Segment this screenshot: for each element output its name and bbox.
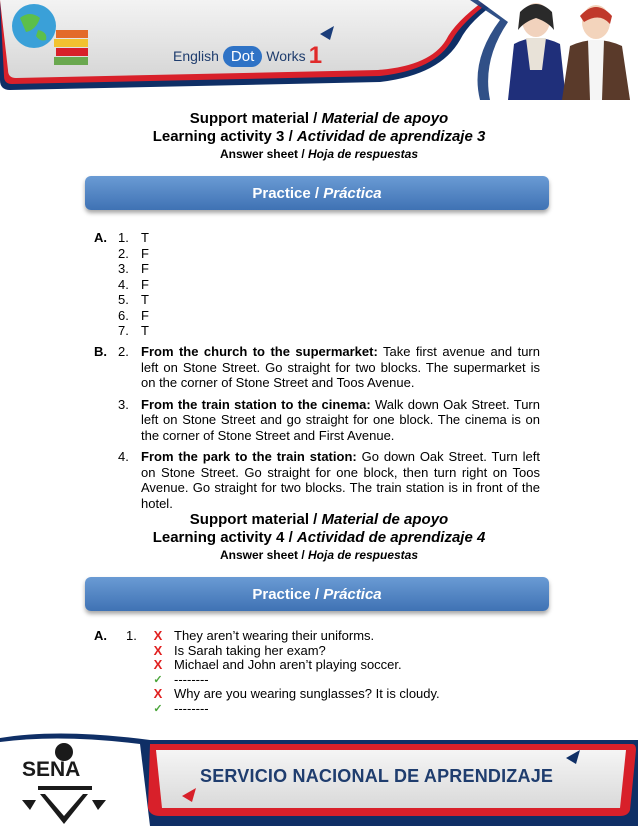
books-icon (56, 30, 88, 38)
section1-title-line2 (0, 128, 638, 146)
list-item (94, 261, 149, 277)
wrong-mark-icon: X (153, 686, 163, 701)
practice-header-2 (85, 577, 549, 611)
activity-text: Learning activity 3 / (152, 128, 297, 145)
route-directions: Go down Oak Street. Turn left on Stone Street. Go straight for one block, then turn right on Toos Avenue. Go straight for two blocks. The train station is in front of the hotel. (141, 449, 540, 511)
header-banner (0, 0, 638, 100)
item-number: 3. (118, 396, 129, 412)
part-label: A. (94, 628, 107, 643)
section2-title (0, 511, 638, 563)
item-number: 2. (118, 245, 129, 261)
list-item (94, 246, 149, 262)
brand-number: 1 (308, 42, 323, 69)
title-text-spanish: Material de apoyo (321, 110, 449, 127)
list-item (94, 397, 540, 444)
section2-part-a (94, 629, 440, 716)
item-answer: T (141, 230, 149, 245)
section1-title-line1 (0, 110, 638, 128)
institution-name: SERVICIO NACIONAL DE APRENDIZAJE (200, 766, 554, 786)
section1-title-line3 (0, 146, 638, 162)
item-answer: F (141, 307, 149, 323)
wrong-mark-icon: X (153, 657, 163, 672)
activity-text: Learning activity 4 / (152, 529, 297, 546)
list-item (94, 658, 440, 673)
title-text-spanish: Material de apoyo (321, 511, 449, 528)
item-number: 1. (118, 230, 129, 245)
list-item (94, 673, 440, 688)
list-item (94, 308, 149, 324)
item-text (141, 449, 540, 511)
brand-logo (173, 42, 322, 70)
corrected-sentence: Why are you wearing sunglasses? It is cloudy. (174, 686, 440, 701)
list-item (94, 629, 440, 644)
list-item (94, 292, 149, 308)
corrected-sentence: -------- (174, 671, 209, 687)
list-item (94, 344, 540, 391)
route-directions: Take first avenue and turn left on Stone Street. Go straight for two blocks. The supermarket is on the corner of Stone Street and Toos Avenue. (141, 344, 540, 390)
section2-title-line2 (0, 529, 638, 547)
practice-label-spanish: Práctica (323, 184, 382, 202)
corrected-sentence: They aren’t wearing their uniforms. (174, 628, 375, 643)
brand-word-dot: Dot (223, 46, 262, 67)
check-mark-icon: ✓ (153, 673, 163, 686)
item-answer: T (141, 292, 149, 307)
practice-label: Practice / (252, 585, 320, 603)
item-number: 7. (118, 323, 129, 338)
list-item (94, 687, 440, 702)
wrong-mark-icon: X (153, 628, 163, 643)
list-item (94, 277, 149, 293)
list-item (94, 644, 440, 659)
section2-title-line3 (0, 547, 638, 563)
footer-banner (0, 728, 638, 826)
item-number: 3. (118, 261, 129, 276)
item-answer: T (141, 323, 149, 338)
brand-word-english: English (173, 48, 219, 64)
practice-header-1 (85, 176, 549, 210)
route-heading: From the park to the train station: (141, 449, 357, 464)
item-number: 4. (118, 449, 129, 464)
activity-text-spanish: Actividad de aprendizaje 4 (296, 529, 486, 546)
item-text (141, 344, 540, 391)
route-directions: Walk down Oak Street. Turn left on Stone Street and go straight for one block. The cinema is on the corner of Stone Street and First Avenue. (141, 396, 540, 443)
route-heading: From the train station to the cinema: (141, 396, 371, 412)
sena-label: SENA (22, 758, 81, 781)
route-heading: From the church to the supermarket: (141, 344, 378, 359)
corrected-sentence: Michael and John aren’t playing soccer. (174, 657, 402, 672)
item-answer: F (141, 261, 149, 276)
answer-sheet-text-spanish: Hoja de respuestas (307, 147, 419, 161)
list-item (94, 449, 540, 511)
part-label: B. (94, 344, 107, 359)
list-item (94, 230, 149, 246)
answer-sheet-text-spanish: Hoja de respuestas (307, 548, 419, 562)
item-number: 5. (118, 292, 129, 307)
corrected-sentence: -------- (174, 700, 209, 716)
practice-label-spanish: Práctica (323, 585, 382, 603)
check-mark-icon: ✓ (153, 702, 163, 715)
title-text: Support material / (189, 110, 322, 127)
item-number: 1. (126, 628, 137, 643)
practice-label: Practice / (252, 184, 320, 202)
part-label: A. (94, 230, 107, 245)
title-text: Support material / (189, 511, 322, 528)
answer-sheet-text: Answer sheet / (219, 147, 308, 161)
answer-sheet-text: Answer sheet / (219, 548, 308, 562)
item-number: 6. (118, 307, 129, 323)
corrected-sentence: Is Sarah taking her exam? (174, 642, 326, 658)
wrong-mark-icon: X (153, 642, 163, 658)
section2-title-line1 (0, 511, 638, 529)
brand-word-works: Works (266, 48, 306, 64)
section1-part-b (94, 344, 540, 517)
item-text (141, 397, 540, 444)
item-number: 2. (118, 344, 129, 359)
section1-part-a (94, 230, 149, 339)
item-answer: F (141, 276, 149, 292)
activity-text-spanish: Actividad de aprendizaje 3 (296, 128, 486, 145)
list-item (94, 323, 149, 339)
item-answer: F (141, 245, 149, 261)
item-number: 4. (118, 276, 129, 292)
section1-title (0, 110, 638, 162)
list-item (94, 702, 440, 717)
